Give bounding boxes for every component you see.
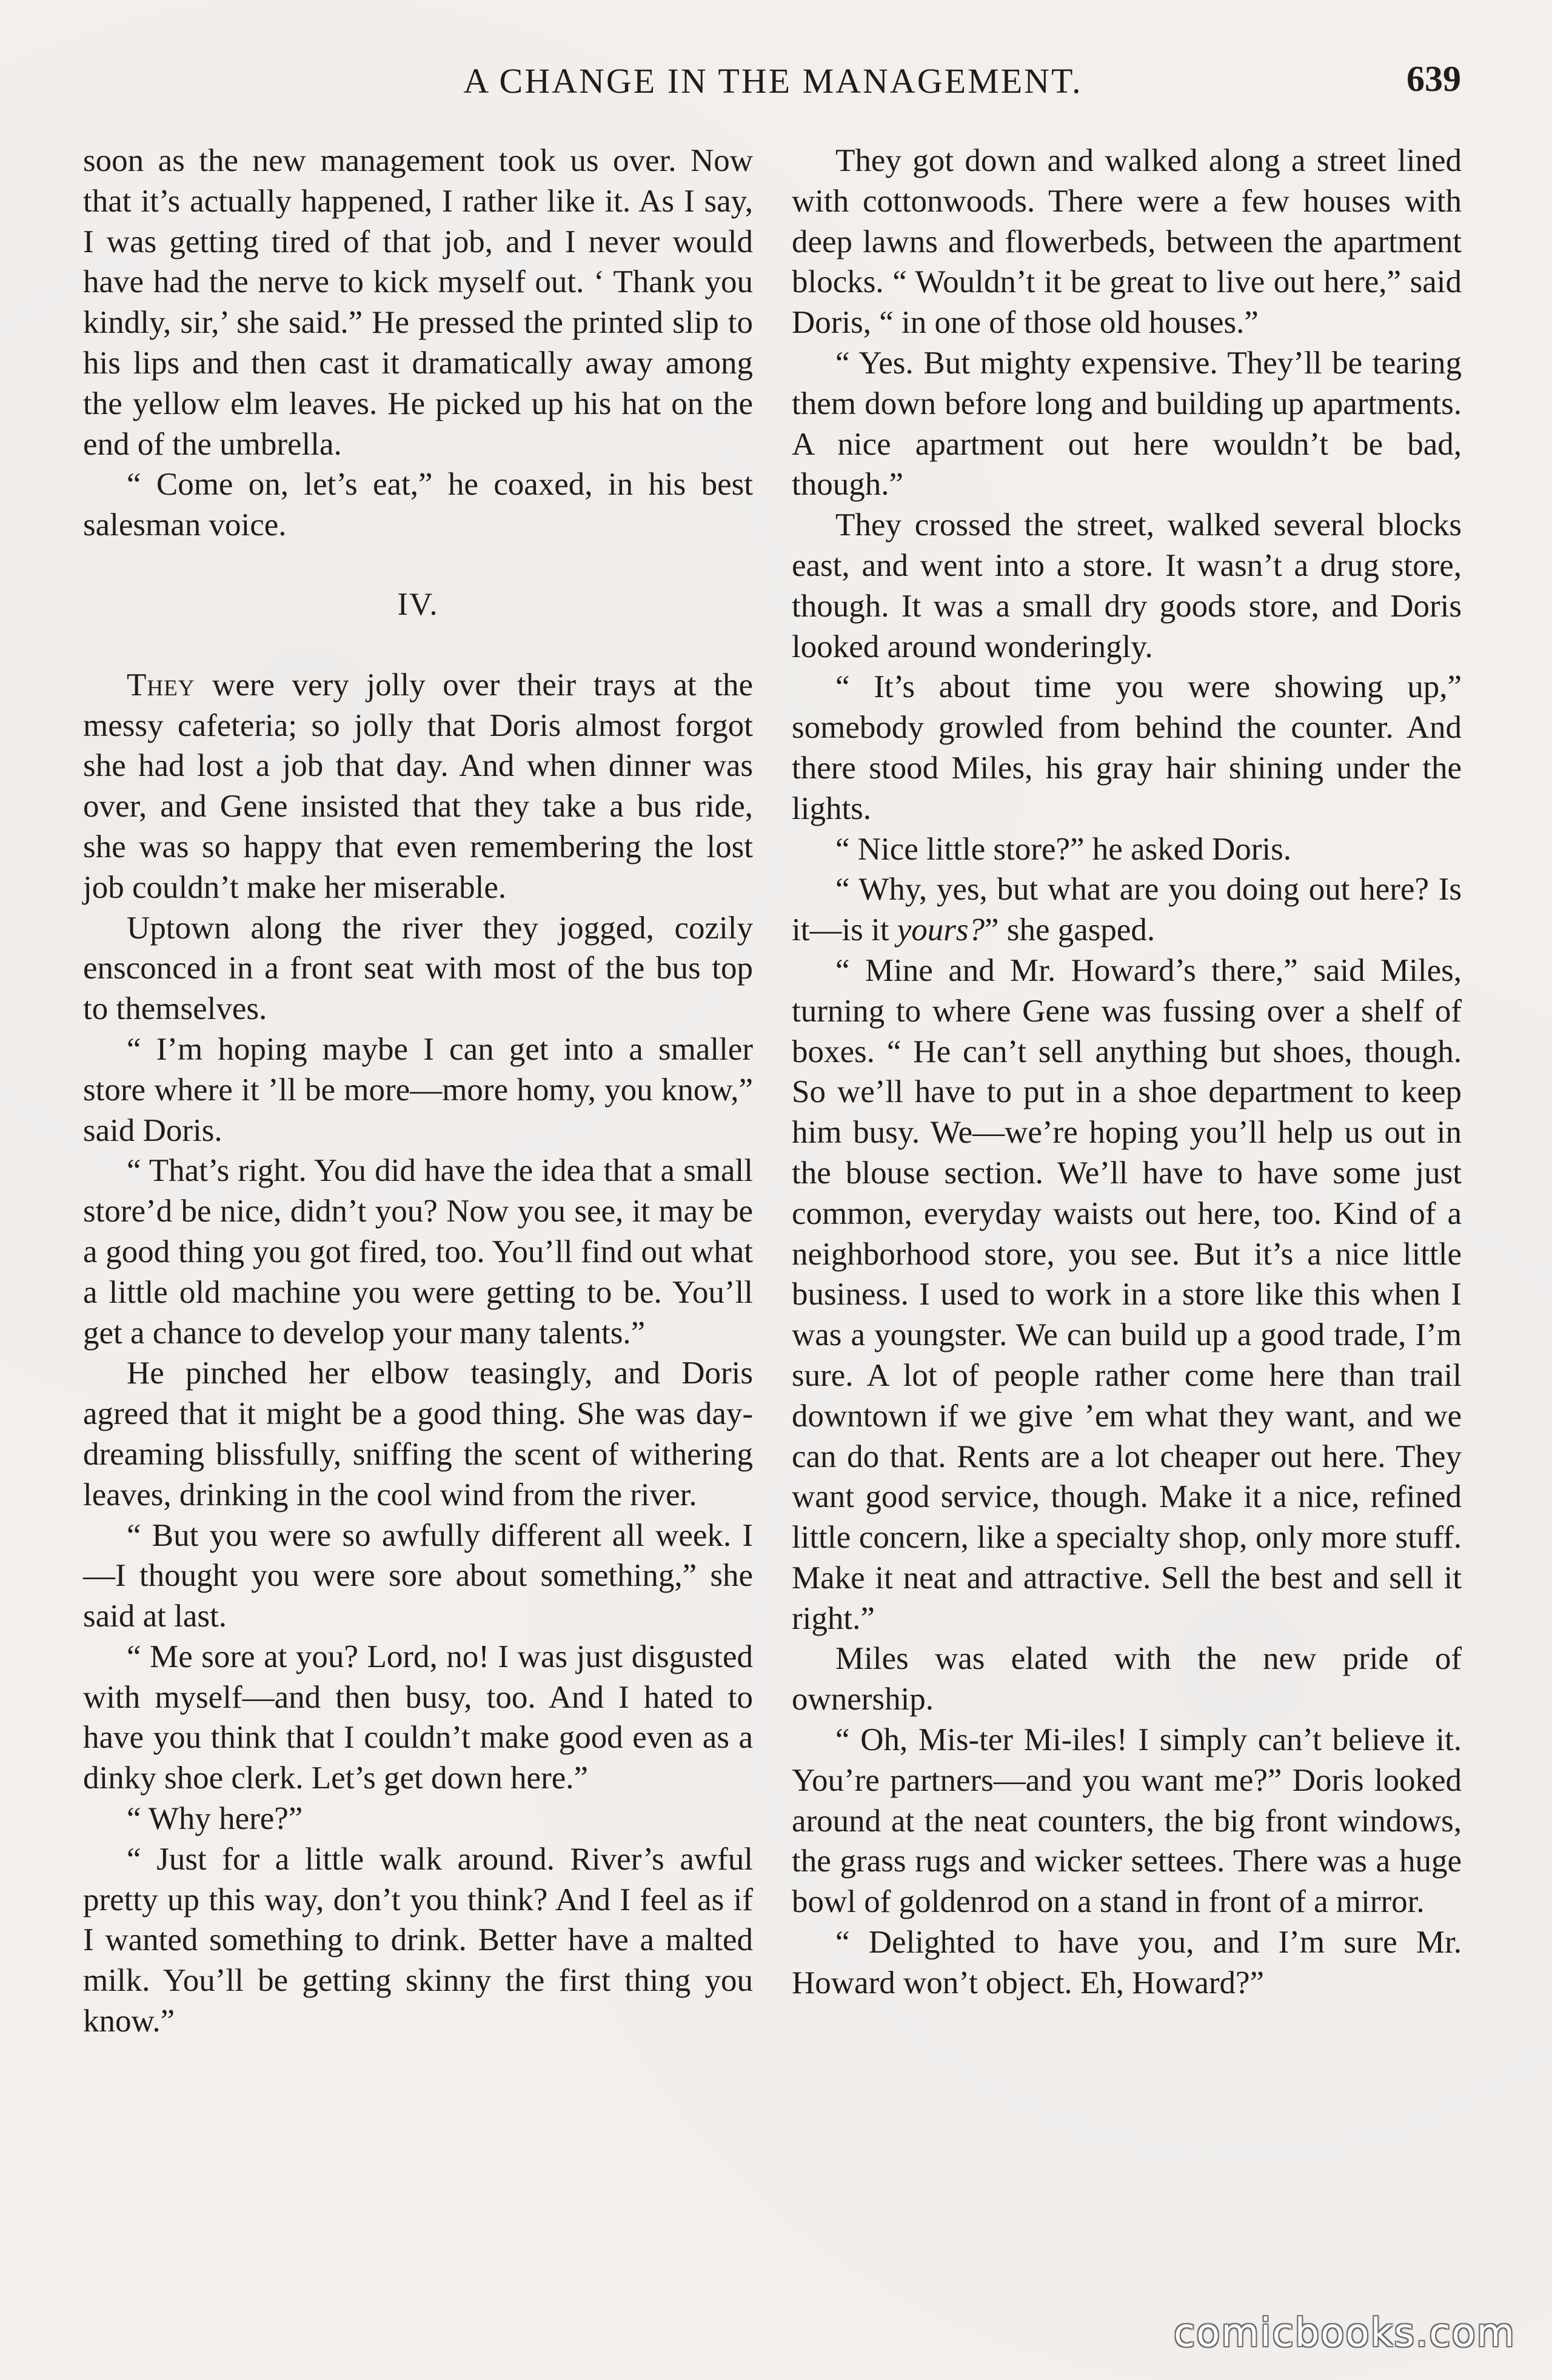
paragraph: Uptown along the river they jogged, cozily ensconced in a front seat with most of the bus top to themselves. <box>83 910 753 1027</box>
paragraph-text: “ Why, yes, but what are you doing out here? Is it—is it <box>792 872 1462 948</box>
paragraph <box>792 869 1462 951</box>
left-column <box>83 141 753 2042</box>
paragraph: “ Nice little store?” he asked Doris. <box>835 831 1292 867</box>
section-heading: IV. <box>397 586 439 622</box>
paragraph: “ Why here?” <box>127 1801 303 1837</box>
paragraph: “ I’m hoping maybe I can get into a smaller store where it ’ll be more—more homy, you know,” said Doris. <box>83 1031 753 1148</box>
paragraph-text: were very jolly over their trays at the messy cafeteria; so jolly that Doris almost forgot she had lost a job that day. And when dinner was over, and Gene insisted that they take a bus ride, she was so happy that even remembering the lost job couldn’t make her miserable. <box>83 667 753 905</box>
paragraph: “ Delighted to have you, and I’m sure Mr. Howard won’t object. Eh, Howard?” <box>792 1925 1462 2001</box>
paragraph-text: ” she gasped. <box>985 912 1156 948</box>
paragraph: “ Just for a little walk around. River’s awful pretty up this way, don’t you think? And I feel as if I wanted something to drink. Better have a malted milk. You’ll be getting skinny the first thing you know.” <box>83 1841 753 2039</box>
running-head <box>85 56 1461 110</box>
paragraph: “ Mine and Mr. Howard’s there,” said Miles, turning to where Gene was fussing over a shelf of boxes. “ He can’t sell anything but shoes, though. So we’ll have to put in a shoe department to keep him busy. We—we’re hoping you’ll help us out in the blouse section. We’ll have to have some just common, everyday waists out here, too. Kind of a neighborhood store, you see. But it’s a nice little business. I used to work in a store like this when I was a youngster. We can build up a good trade, I’m sure. A lot of people rather come here than trail downtown if we give ’em what they want, and we can do that. Rents are a lot cheaper out here. They want good service, though. Make it a nice, refined little concern, like a specialty shop, only more stuff. Make it neat and attractive. Sell the best and sell it right.” <box>792 952 1462 1636</box>
paragraph: “ But you were so awfully different all week. I—I thought you were sore about something,” she said at last. <box>83 1517 753 1634</box>
paragraph: “ Come on, let’s eat,” he coaxed, in his best salesman voice. <box>83 467 753 543</box>
emphasis: yours? <box>897 912 985 948</box>
lead-word: They <box>127 667 195 703</box>
paragraph: “ Me sore at you? Lord, no! I was just disgusted with myself—and then busy, too. And I hated to have you think that I couldn’t make good even as a dinky shoe clerk. Let’s get down here.” <box>83 1639 753 1796</box>
right-column <box>792 141 1462 2004</box>
paragraph: Miles was elated with the new pride of ownership. <box>792 1641 1462 1717</box>
paragraph <box>83 665 753 908</box>
paragraph: They crossed the street, walked several blocks east, and went into a store. It wasn’t a drug store, though. It was a small dry goods store, and Doris looked around wonderingly. <box>792 507 1462 664</box>
paragraph: “ That’s right. You did have the idea that a small store’d be nice, didn’t you? Now you see, it may be a good thing you got fired, too. You’ll find out what a little old machine you were getting to be. You’ll get a chance to develop your many talents.” <box>83 1153 753 1351</box>
paragraph: “ Yes. But mighty expensive. They’ll be tearing them down before long and building up apartments. A nice apartment out here wouldn’t be bad, though.” <box>792 345 1462 503</box>
paragraph: They got down and walked along a street lined with cottonwoods. There were a few houses with deep lawns and flowerbeds, between the apartment blocks. “ Wouldn’t it be great to live out here,” said Doris, “ in one of those old houses.” <box>792 143 1462 341</box>
paragraph: He pinched her elbow teasingly, and Doris agreed that it might be a good thing. She was day-dreaming blissfully, sniffing the scent of withering leaves, drinking in the cool wind from the river. <box>83 1355 753 1513</box>
watermark-logo: comicbooks.com <box>1173 2311 1516 2356</box>
paragraph: “ Oh, Mis-ter Mi-iles! I simply can’t believe it. You’re partners—and you want me?” Doris looked around at the neat counters, the big front windows, the grass rugs and wicker settees. There was a huge bowl of goldenrod on a stand in front of a mirror. <box>792 1722 1462 1920</box>
paragraph: soon as the new management took us over. Now that it’s actually happened, I rather like it. As I say, I was getting tired of that job, and I never would have had the nerve to kick myself out. ‘ Thank you kindly, sir,’ she said.” He pressed the printed slip to his lips and then cast it dramatically away among the yellow elm leaves. He picked up his hat on the end of the umbrella. <box>83 143 753 462</box>
paragraph: “ It’s about time you were showing up,” somebody growled from behind the counter. And there stood Miles, his gray hair shining under the lights. <box>792 669 1462 826</box>
page-number: 639 <box>1406 59 1461 99</box>
running-title: A CHANGE IN THE MANAGEMENT. <box>463 61 1083 101</box>
